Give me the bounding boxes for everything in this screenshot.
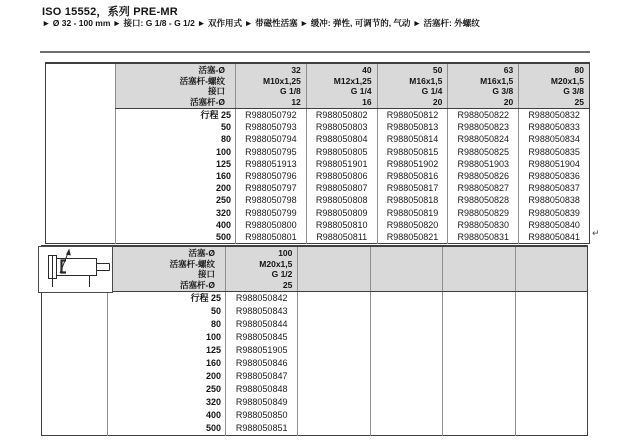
stroke-label: 320 [108,396,226,409]
part-number-cell [298,383,370,396]
thread-value: M20x1,5 [550,75,584,86]
part-number-cell: R988050832 [519,109,590,122]
stroke-row [42,396,588,409]
stroke-label: 50 [116,121,236,133]
stroke-label: 100 [116,146,236,158]
stroke-row [42,422,588,436]
rod-value: 20 [432,96,443,107]
spec-header-row [46,63,590,109]
part-number-cell: R988050843 [226,305,298,318]
stroke-row [46,133,590,145]
spacer-cell [46,63,116,109]
spacer-cell [46,170,116,182]
part-number-cell [443,344,515,357]
page-subtitle: ► Ø 32 - 100 mm ► 接口: G 1/8 - G 1/2 ► 双作用式 ► 带磁性活塞 ► 缓冲: 弹性, 可调节的, 气动 ► 活塞杆: 外螺纹 [42,18,480,28]
part-number-cell: R988050808 [306,194,377,206]
part-number-cell [370,344,442,357]
spacer-cell [46,158,116,170]
port-value [371,269,442,280]
rod-value: 25 [574,96,584,107]
part-number-cell [370,292,442,306]
header-divider [40,51,590,53]
part-number-cell [443,383,515,396]
part-number-cell: R988050817 [377,182,448,194]
piston-dia-label: 活塞-Ø [198,65,225,75]
part-number-cell [370,370,442,383]
part-number-cell: R988050795 [236,146,307,158]
part-number-cell: R988050797 [236,182,307,194]
rod-value: 16 [362,96,372,107]
thread-value [443,259,514,270]
spacer-cell [42,318,108,331]
part-number-cell [443,396,515,409]
piston-value: 50 [432,65,443,75]
stroke-row [46,219,590,231]
spacer-cell [42,305,108,318]
part-number-cell: R988050834 [519,133,590,145]
part-number-cell: R988050813 [377,121,448,133]
port-label: 接口 [197,269,215,279]
stroke-row [46,194,590,206]
part-number-cell [515,331,587,344]
rod-value [371,280,442,291]
part-number-cell [515,383,587,396]
part-number-cell: R988050819 [377,207,448,219]
spacer-cell [46,207,116,219]
stroke-label: 400 [116,219,236,231]
part-number-cell [370,331,442,344]
part-number-cell: R988050849 [226,396,298,409]
part-number-cell: R988050839 [519,207,590,219]
part-number-cell: R988050793 [236,121,307,133]
stroke-label: 200 [116,182,236,194]
size-column-header [448,63,519,109]
rod-value [516,280,587,291]
thread-value [298,259,369,270]
spacer-cell [42,396,108,409]
part-number-cell: R988050835 [519,146,590,158]
part-number-cell: R988050809 [306,207,377,219]
part-number-cell: R988050814 [377,133,448,145]
stroke-row [42,318,588,331]
part-number-cell: R988050821 [377,231,448,244]
part-number-cell: R988050840 [519,219,590,231]
piston-value [298,248,369,259]
spacer-cell [42,344,108,357]
rod-value: 20 [503,96,514,107]
part-number-cell [515,318,587,331]
rod-dia-label: 活塞杆-Ø [190,96,225,107]
part-number-cell: R988050847 [226,370,298,383]
part-number-cell: R988050818 [377,194,448,206]
spacer-cell [46,121,116,133]
thread-value [516,259,587,270]
part-number-cell: R988050842 [226,292,298,306]
stroke-row [46,207,590,219]
piston-value [443,248,514,259]
stroke-label: 320 [116,207,236,219]
part-number-cell: R988050807 [306,182,377,194]
port-value [443,269,514,280]
rod-dia-label: 活塞杆-Ø [180,279,215,290]
spacer-cell [46,219,116,231]
spacer-cell [42,370,108,383]
paragraph-mark: ↵ [592,228,600,238]
part-number-cell [298,331,370,344]
part-number-cell [298,396,370,409]
piston-dia-label: 活塞-Ø [188,248,215,258]
spec-header-row [42,246,588,292]
size-column-header [443,246,515,292]
port-value: G 1/2 [271,269,293,279]
spec-header-labels [116,63,236,109]
part-number-cell: R988050799 [236,207,307,219]
cylinder-diagram [38,246,113,293]
part-number-cell: R988051901 [306,158,377,170]
stroke-label: 100 [108,331,226,344]
part-number-cell: R988050811 [306,231,377,244]
part-number-cell [515,396,587,409]
port-value [516,269,587,280]
size-column-header [519,63,590,109]
piston-value: 32 [291,65,301,75]
stroke-label: 200 [108,370,226,383]
size-column-header [236,63,307,109]
spacer-cell [46,182,116,194]
part-number-cell: R988050816 [377,170,448,182]
part-number-cell: R988050837 [519,182,590,194]
rod-value [298,280,369,291]
part-number-cell [298,370,370,383]
spacer-cell [42,331,108,344]
part-number-cell [443,370,515,383]
part-number-cell [298,344,370,357]
size-column-header [226,246,298,292]
stroke-row [42,331,588,344]
stroke-label: 125 [108,344,226,357]
size-column-header [370,246,442,292]
part-number-cell [298,305,370,318]
part-number-cell [298,357,370,370]
part-number-table-32-80 [45,62,590,244]
part-number-cell: R988050796 [236,170,307,182]
stroke-label: 250 [108,383,226,396]
stroke-label: 125 [116,158,236,170]
piston-value: 40 [362,65,372,75]
part-number-cell [515,305,587,318]
part-number-cell [298,292,370,306]
part-number-cell [515,357,587,370]
port-value: G 3/8 [563,86,584,96]
part-number-cell: R988051913 [236,158,307,170]
part-number-cell: R988050850 [226,409,298,422]
part-number-cell: R988051904 [519,158,590,170]
stroke-row [42,344,588,357]
part-number-cell [443,422,515,436]
stroke-row [42,292,588,306]
spacer-cell [46,231,116,244]
part-number-cell: R988050831 [448,231,519,244]
part-number-cell: R988050829 [448,207,519,219]
part-number-cell: R988050798 [236,194,307,206]
cylinder-symbol-icon [39,247,112,292]
part-number-cell: R988051903 [448,158,519,170]
spec-header-labels [108,246,226,292]
stroke-label: 400 [108,409,226,422]
size-column-header [515,246,587,292]
stroke-label: 160 [116,170,236,182]
part-number-cell [370,357,442,370]
piston-value [371,248,442,259]
stroke-label: 行程 25 [108,292,226,306]
piston-value: 80 [574,65,584,75]
part-number-cell [370,383,442,396]
part-number-cell [443,318,515,331]
part-number-cell [515,370,587,383]
stroke-row [46,146,590,158]
part-number-cell [298,422,370,436]
part-number-cell: R988050845 [226,331,298,344]
port-value [298,269,369,280]
spacer-cell [42,422,108,436]
part-number-cell: R988050844 [226,318,298,331]
part-number-cell: R988050801 [236,231,307,244]
piston-value [516,248,587,259]
stroke-label: 160 [108,357,226,370]
part-number-cell: R988050810 [306,219,377,231]
spacer-cell [46,194,116,206]
stroke-row [42,370,588,383]
part-number-cell [443,331,515,344]
part-number-cell [370,396,442,409]
piston-value: 63 [503,65,514,75]
stroke-row [46,109,590,122]
size-column-header [377,63,448,109]
stroke-row [42,409,588,422]
port-value: G 3/8 [492,86,514,96]
port-value: G 1/4 [350,86,372,96]
part-number-cell: R988050804 [306,133,377,145]
part-number-cell: R988050815 [377,146,448,158]
part-number-cell [370,409,442,422]
stroke-row [42,305,588,318]
spacer-cell [46,133,116,145]
part-number-cell [443,409,515,422]
part-number-cell: R988050802 [306,109,377,122]
part-number-cell: R988050823 [448,121,519,133]
stroke-label: 500 [108,422,226,436]
thread-value: M16x1,5 [409,75,443,86]
spacer-cell [42,383,108,396]
rod-value: 12 [291,96,301,107]
size-column-header [298,246,370,292]
part-number-cell: R988050838 [519,194,590,206]
stroke-row [46,231,590,244]
part-number-cell [370,318,442,331]
spacer-cell [42,357,108,370]
part-number-cell: R988050794 [236,133,307,145]
part-number-cell: R988051905 [226,344,298,357]
part-number-cell: R988050851 [226,422,298,436]
spacer-cell [46,109,116,122]
part-number-cell: R988050805 [306,146,377,158]
part-number-cell: R988050820 [377,219,448,231]
part-number-cell: R988050800 [236,219,307,231]
thread-value: M20x1,5 [259,258,293,269]
stroke-label: 行程 25 [116,109,236,122]
part-number-cell: R988050828 [448,194,519,206]
spacer-cell [46,146,116,158]
stroke-label: 80 [108,318,226,331]
part-number-cell [443,292,515,306]
port-label: 接口 [207,86,225,96]
thread-value: M16x1,5 [480,75,514,86]
piston-value: 100 [278,248,293,258]
part-number-cell: R988050824 [448,133,519,145]
part-number-table-100 [41,245,588,436]
part-number-cell: R988050825 [448,146,519,158]
spacer-cell [42,292,108,306]
part-number-cell [515,409,587,422]
stroke-row [46,121,590,133]
part-number-cell: R988050806 [306,170,377,182]
part-number-cell [298,318,370,331]
stroke-label: 250 [116,194,236,206]
rod-thread-label: 活塞杆-螺纹 [179,75,225,86]
part-number-cell: R988050846 [226,357,298,370]
part-number-cell: R988050833 [519,121,590,133]
rod-value: 25 [282,279,293,290]
stroke-row [46,170,590,182]
thread-value [371,259,442,270]
part-number-cell [443,357,515,370]
thread-value: M12x1,25 [333,75,372,86]
rod-thread-label: 活塞杆-螺纹 [169,258,215,269]
thread-value: M10x1,25 [262,75,301,86]
part-number-cell: R988050841 [519,231,590,244]
part-number-cell: R988050827 [448,182,519,194]
stroke-label: 80 [116,133,236,145]
part-number-cell [515,292,587,306]
part-number-cell [515,422,587,436]
port-value: G 1/4 [421,86,443,96]
part-number-cell [370,422,442,436]
stroke-row [46,158,590,170]
size-column-header [306,63,377,109]
stroke-row [42,383,588,396]
part-number-cell: R988050830 [448,219,519,231]
stroke-label: 50 [108,305,226,318]
part-number-cell [298,409,370,422]
part-number-cell: R988050836 [519,170,590,182]
part-number-cell: R988050812 [377,109,448,122]
spacer-cell [42,409,108,422]
part-number-cell: R988050792 [236,109,307,122]
stroke-label: 500 [116,231,236,244]
part-number-cell: R988050822 [448,109,519,122]
part-number-cell: R988050803 [306,121,377,133]
stroke-row [46,182,590,194]
port-value: G 1/8 [280,86,301,96]
page-title: ISO 15552，系列 PRE-MR [42,6,178,18]
part-number-cell: R988050848 [226,383,298,396]
part-number-cell: R988051902 [377,158,448,170]
rod-value [443,280,514,291]
part-number-cell [443,305,515,318]
part-number-cell [515,344,587,357]
part-number-cell [370,305,442,318]
part-number-cell: R988050826 [448,170,519,182]
stroke-row [42,357,588,370]
